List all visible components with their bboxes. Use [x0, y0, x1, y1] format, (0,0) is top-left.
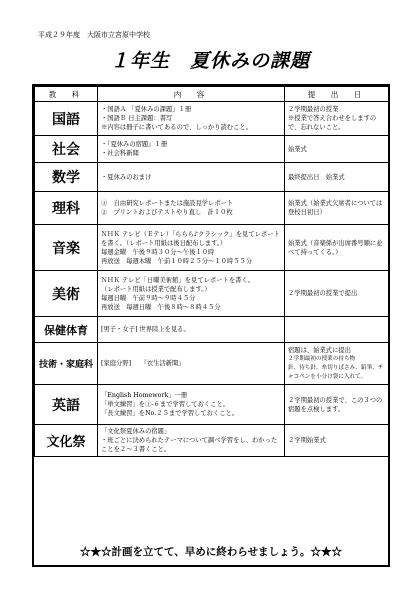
subject-cell: 数学 — [35, 163, 98, 192]
content-line: ・社会科新聞 — [101, 150, 139, 157]
due-line: ２学期最初の授業 — [288, 106, 339, 113]
table-row — [35, 136, 389, 163]
content-line: （レポート用紙は授業で配布します。） — [101, 285, 211, 293]
content-line: ＮＨＫ テレビ「日曜美術館」を見てレポートを書く。 — [101, 276, 254, 284]
table-header-row — [35, 87, 389, 102]
table-row — [35, 317, 389, 343]
due-cell — [285, 271, 389, 317]
due-cell — [285, 163, 389, 192]
content-line: 再放送 毎週日曜 午後８時～８時４５分 — [101, 303, 221, 311]
content-line: [男子・女子] 世界陸上を見る。 — [101, 326, 190, 333]
column-header-content: 内 容 — [98, 87, 285, 102]
table-row — [35, 225, 389, 271]
content-line: 「English Homework」一冊 — [101, 392, 188, 399]
due-line: ２学期最初の授業の持ち物 — [288, 355, 356, 362]
footer-message: ☆★☆計画を立てて、早めに終わらせましょう。☆★☆ — [80, 546, 342, 558]
content-line: 毎週日曜 午前９時～９時４５分 — [101, 294, 196, 302]
due-line: 始業式（音楽係が出席番号順に並べて持ってくる。） — [288, 239, 383, 256]
content-cell — [98, 192, 285, 225]
table-row — [35, 163, 389, 192]
subject-cell: 文化祭 — [35, 425, 98, 457]
page-title: １年生 夏休みの課題 — [109, 50, 310, 72]
table-row — [35, 192, 389, 225]
content-line: 「文化祭夏休みの宿題」 — [101, 428, 171, 435]
content-line: 再放送 毎週木曜 午前１０時２５分～１０時５５分 — [101, 257, 253, 265]
due-cell — [285, 136, 389, 163]
due-cell — [285, 225, 389, 271]
subject-cell: 国語 — [35, 102, 98, 136]
subject-cell: 保健体育 — [35, 317, 98, 343]
due-cell — [285, 425, 389, 457]
due-line: ２学期最初の授業で提出 — [288, 290, 358, 297]
due-line: 始業式 — [288, 145, 307, 153]
due-line: ２学期最初の授業で、この３つの宿題を点検します。 — [288, 396, 383, 413]
content-cell — [98, 102, 285, 136]
due-line: 最終提出日 始業式 — [288, 173, 345, 181]
content-line: ② プリントおよびテストやり直し 計１０枚 — [101, 209, 233, 216]
table-row — [35, 343, 389, 385]
content-line: ＮＨＫ テレビ（Ｅテレ）「ららら♪クラシック」を見てレポートを書く。（レポート用紙は後日配布します。） — [101, 230, 280, 247]
content-line: ・班ごとに決められたテーマについて調べ学習をし、わかったことを２～３書くこと。 — [101, 437, 278, 453]
content-line: 毎週金曜 午後９時３０分～午後１０時 — [101, 248, 215, 256]
column-header-due: 提 出 日 — [285, 87, 389, 102]
due-cell — [285, 192, 389, 225]
subject-cell: 技術・家庭科 — [35, 343, 98, 385]
subject-cell: 社会 — [35, 136, 98, 163]
due-line: 針、待ち針、糸切りばさみ、鉛筆、チャコペンを小分け袋に入れて。 — [288, 364, 384, 380]
subject-cell: 音楽 — [35, 225, 98, 271]
content-cell — [98, 317, 285, 343]
content-line: 「単文練習」を①-６まで学習しておくこと。 — [101, 401, 230, 408]
content-line: ・『夏休みの宿題』１冊 — [101, 141, 168, 148]
content-cell — [98, 271, 285, 317]
due-line: 宿題は、始業式に提出 — [288, 346, 351, 354]
table-row — [35, 271, 389, 317]
content-line: ※内容は冊子に書いてあるので、しっかり読むこと。 — [101, 124, 252, 131]
table-row — [35, 102, 389, 136]
content-cell — [98, 136, 285, 163]
content-line: ・国語Ａ 「夏休みの課題」１冊 — [101, 106, 192, 113]
subject-cell: 理科 — [35, 192, 98, 225]
school-header: 平成２９年度 大阪市立宮原中学校 — [38, 31, 150, 39]
assignment-table-frame — [32, 84, 390, 567]
content-cell — [98, 225, 285, 271]
due-line: ２学期始業式 — [288, 437, 326, 444]
table-row — [35, 385, 389, 425]
content-line: ・夏休みのおまけ — [101, 173, 152, 181]
assignment-table — [34, 86, 389, 457]
subject-cell: 英語 — [35, 385, 98, 425]
content-cell — [98, 343, 285, 385]
content-line: 「長文練習」をNo.２５まで学習しておくこと。 — [101, 410, 239, 417]
content-line: ・国語Ｂ 日主課題：書写 — [101, 115, 173, 122]
content-line: [家庭分野] 『衣生活新聞』 — [101, 360, 185, 367]
due-line: 始業式（始業式欠席者については登校日初日） — [288, 200, 383, 216]
subject-cell: 美術 — [35, 271, 98, 317]
content-line: ① 自由研究レポートまたは施設見学レポート — [101, 200, 234, 207]
due-cell — [285, 317, 389, 343]
column-header-subject: 教 科 — [35, 87, 98, 102]
due-line: ※授業で答え合わせをしますので、忘れないこと。 — [288, 115, 377, 131]
due-cell — [285, 102, 389, 136]
table-row — [35, 425, 389, 457]
due-cell — [285, 385, 389, 425]
content-cell — [98, 163, 285, 192]
content-cell — [98, 385, 285, 425]
content-cell — [98, 425, 285, 457]
due-cell — [285, 343, 389, 385]
